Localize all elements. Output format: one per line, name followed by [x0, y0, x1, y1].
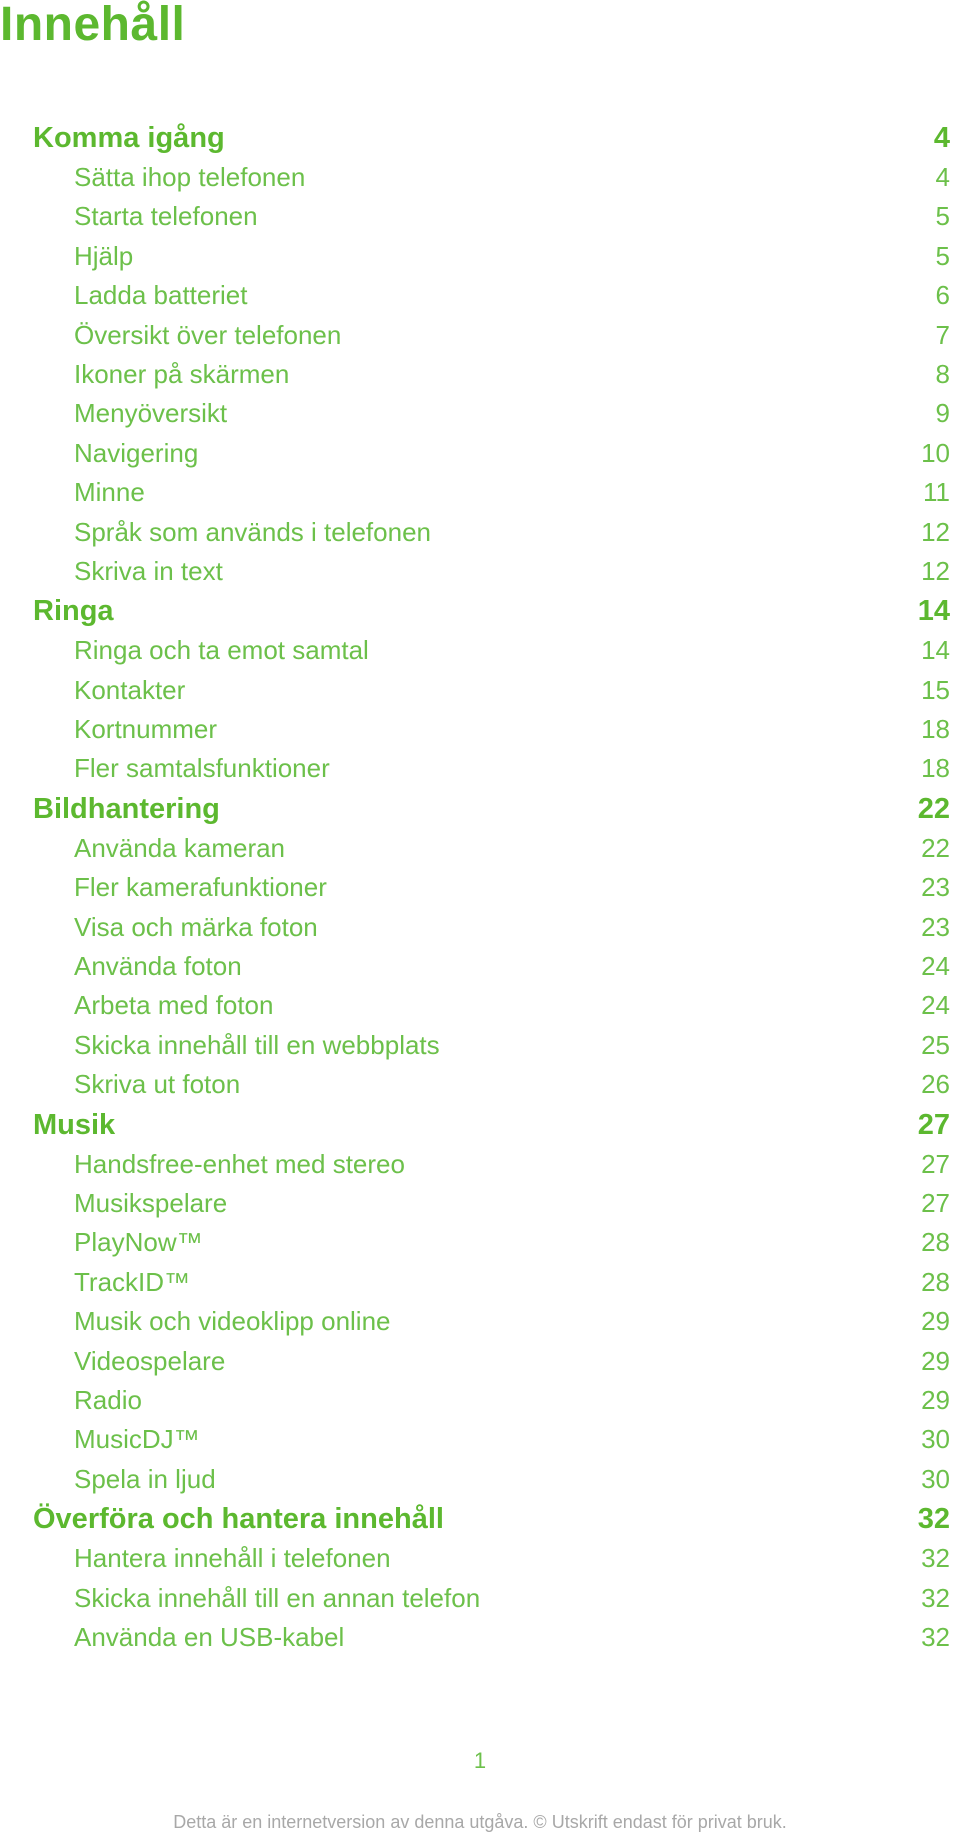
toc-section-heading[interactable]	[33, 789, 950, 829]
toc-entry[interactable]	[33, 1145, 950, 1184]
toc-entry[interactable]	[33, 1223, 950, 1262]
toc-section	[33, 789, 950, 1105]
toc-entry-page: 28	[921, 1227, 950, 1258]
toc-entry-page: 15	[921, 674, 950, 705]
toc-entry-title: MusicDJ™	[74, 1424, 200, 1455]
toc-entry[interactable]	[33, 947, 950, 986]
toc-entry-page: 10	[921, 437, 950, 468]
toc-entry-page: 24	[921, 990, 950, 1021]
page-number: 1	[473, 1748, 487, 1773]
toc-entry-title: Kontakter	[74, 674, 186, 705]
toc-entry-title: Handsfree-enhet med stereo	[74, 1148, 405, 1179]
toc-entry-title: Musikspelare	[74, 1187, 228, 1218]
toc-entry-page: 22	[921, 832, 950, 863]
toc-entry[interactable]	[33, 237, 950, 276]
toc-entry-title: Skriva in text	[74, 555, 223, 586]
toc-entry-page: 12	[921, 555, 950, 586]
toc-entry[interactable]	[33, 1460, 950, 1499]
toc-entry-title: Sätta ihop telefonen	[74, 162, 306, 192]
toc-entry-title: Videospelare	[74, 1345, 226, 1376]
toc-entry[interactable]	[33, 552, 950, 591]
toc-entry-title: Skriva ut foton	[74, 1069, 241, 1100]
toc-entry-page: 9	[935, 398, 950, 429]
toc-entry[interactable]	[33, 749, 950, 788]
toc-entry-title: TrackID™	[74, 1266, 191, 1297]
page-title: Innehåll	[0, 0, 186, 51]
toc-entry-title: Fler samtalsfunktioner	[74, 753, 330, 784]
toc-section-title: Ringa	[33, 595, 114, 628]
toc-entry[interactable]	[33, 1579, 950, 1618]
toc-entry-page: 18	[921, 714, 950, 745]
toc-entry[interactable]	[33, 197, 950, 236]
toc-section-page: 4	[933, 122, 950, 154]
toc-section-title: Musik	[33, 1108, 116, 1141]
toc-entry[interactable]	[33, 829, 950, 868]
toc-entry-page: 27	[921, 1148, 950, 1179]
toc-entry-page: 32	[921, 1621, 950, 1652]
toc-entry[interactable]	[33, 1618, 950, 1657]
toc-entry-title: Radio	[74, 1384, 142, 1415]
toc-entry-title: Starta telefonen	[74, 201, 258, 232]
toc-entry-page: 32	[921, 1543, 950, 1574]
toc-entry[interactable]	[33, 908, 950, 947]
toc-entry[interactable]	[33, 394, 950, 433]
toc-entry-title: Ikoner på skärmen	[74, 358, 290, 389]
toc-section	[33, 1499, 950, 1657]
toc-entry-title: Använda kameran	[74, 832, 286, 863]
toc-entry-page: 5	[935, 240, 950, 271]
toc-section-page: 27	[917, 1108, 950, 1141]
toc-section-page: 22	[917, 792, 950, 825]
toc-entry[interactable]	[33, 355, 950, 394]
toc-entry-title: Visa och märka foton	[74, 911, 318, 942]
footer-note: Detta är en internetversion av denna utgåva. © Utskrift endast för privat bruk.	[173, 1812, 787, 1832]
toc-entry-title: Menyöversikt	[74, 398, 228, 429]
toc-entry[interactable]	[33, 513, 950, 552]
toc-entry[interactable]	[33, 1342, 950, 1381]
toc-entry-page: 23	[921, 872, 950, 903]
toc-entry-page: 25	[921, 1029, 950, 1060]
toc-entry[interactable]	[33, 1381, 950, 1420]
toc-entry-page: 12	[921, 516, 950, 547]
toc-entry-page: 5	[935, 201, 950, 232]
toc-section	[33, 591, 950, 789]
toc-entry[interactable]	[33, 1184, 950, 1223]
toc-entry[interactable]	[33, 473, 950, 512]
toc-entry-title: Översikt över telefonen	[74, 319, 342, 350]
toc-section-heading[interactable]	[33, 591, 950, 631]
toc-entry-title: Spela in ljud	[74, 1463, 216, 1494]
toc-entry-page: 29	[921, 1306, 950, 1337]
toc-entry[interactable]	[33, 316, 950, 355]
toc-entry-title: Skicka innehåll till en annan telefon	[74, 1582, 481, 1613]
toc-entry-page: 6	[935, 280, 950, 311]
toc-entry[interactable]	[33, 710, 950, 749]
toc-entry-page: 30	[921, 1463, 950, 1494]
toc-entry-title: Ladda batteriet	[74, 280, 248, 311]
toc-entry-title: Använda en USB-kabel	[74, 1621, 345, 1652]
toc-entry[interactable]	[33, 1302, 950, 1341]
toc-entry-title: Fler kamerafunktioner	[74, 872, 327, 903]
toc-entry-title: Musik och videoklipp online	[74, 1306, 391, 1337]
toc-entry-page: 24	[921, 951, 950, 982]
toc-entry-page: 30	[921, 1424, 950, 1455]
toc-entry-page: 29	[921, 1345, 950, 1376]
toc-entry-page: 27	[921, 1187, 950, 1218]
toc-entry-title: Ringa och ta emot samtal	[74, 635, 369, 666]
toc-entry-title: Kortnummer	[74, 714, 218, 745]
toc-entry-page: 32	[921, 1582, 950, 1613]
toc-entry-title: Använda foton	[74, 951, 242, 982]
toc-entry[interactable]	[33, 868, 950, 907]
toc-entry-title: Minne	[74, 477, 145, 508]
toc-entry[interactable]	[33, 986, 950, 1025]
toc-section-heading[interactable]	[33, 1105, 950, 1145]
toc-section	[33, 118, 950, 591]
toc-entry-title: Arbeta med foton	[74, 990, 274, 1021]
toc-entry[interactable]	[33, 1539, 950, 1578]
toc-section-page: 32	[917, 1503, 950, 1536]
toc-entry[interactable]	[33, 631, 950, 670]
toc-entry-page: 7	[935, 319, 950, 350]
toc-entry-title: Hjälp	[74, 240, 134, 271]
toc-section-title: Komma igång	[33, 122, 225, 154]
toc-section-title: Bildhantering	[33, 792, 220, 825]
toc-entry-title: Skicka innehåll till en webbplats	[74, 1029, 440, 1060]
toc-entry-page: 11	[923, 477, 950, 508]
toc-entry-page: 26	[921, 1069, 950, 1100]
toc-entry[interactable]	[33, 276, 950, 315]
toc-section-heading[interactable]	[33, 1499, 950, 1539]
toc-entry-page: 4	[935, 162, 950, 192]
toc-entry[interactable]	[33, 434, 950, 473]
toc-entry-page: 28	[921, 1266, 950, 1297]
toc-entry-page: 8	[935, 358, 950, 389]
toc-entry[interactable]	[33, 671, 950, 710]
toc-entry[interactable]	[33, 1420, 950, 1459]
toc-section	[33, 1105, 950, 1500]
toc-entry-title: Språk som används i telefonen	[74, 516, 431, 547]
toc-entry-title: Hantera innehåll i telefonen	[74, 1543, 391, 1574]
toc-entry[interactable]	[33, 1026, 950, 1065]
toc-entry[interactable]	[33, 1263, 950, 1302]
toc-entry-page: 18	[921, 753, 950, 784]
toc-entry-page: 29	[921, 1384, 950, 1415]
toc-section-title: Överföra och hantera innehåll	[33, 1503, 444, 1536]
toc-section-page: 14	[917, 595, 950, 628]
table-of-contents	[33, 118, 950, 1657]
toc-entry-page: 14	[921, 635, 950, 666]
toc-entry-page: 23	[921, 911, 950, 942]
toc-entry-title: PlayNow™	[74, 1227, 203, 1258]
toc-entry[interactable]	[33, 1065, 950, 1104]
toc-section-heading[interactable]	[33, 118, 950, 158]
toc-entry-title: Navigering	[74, 437, 199, 468]
toc-entry[interactable]	[33, 158, 950, 197]
